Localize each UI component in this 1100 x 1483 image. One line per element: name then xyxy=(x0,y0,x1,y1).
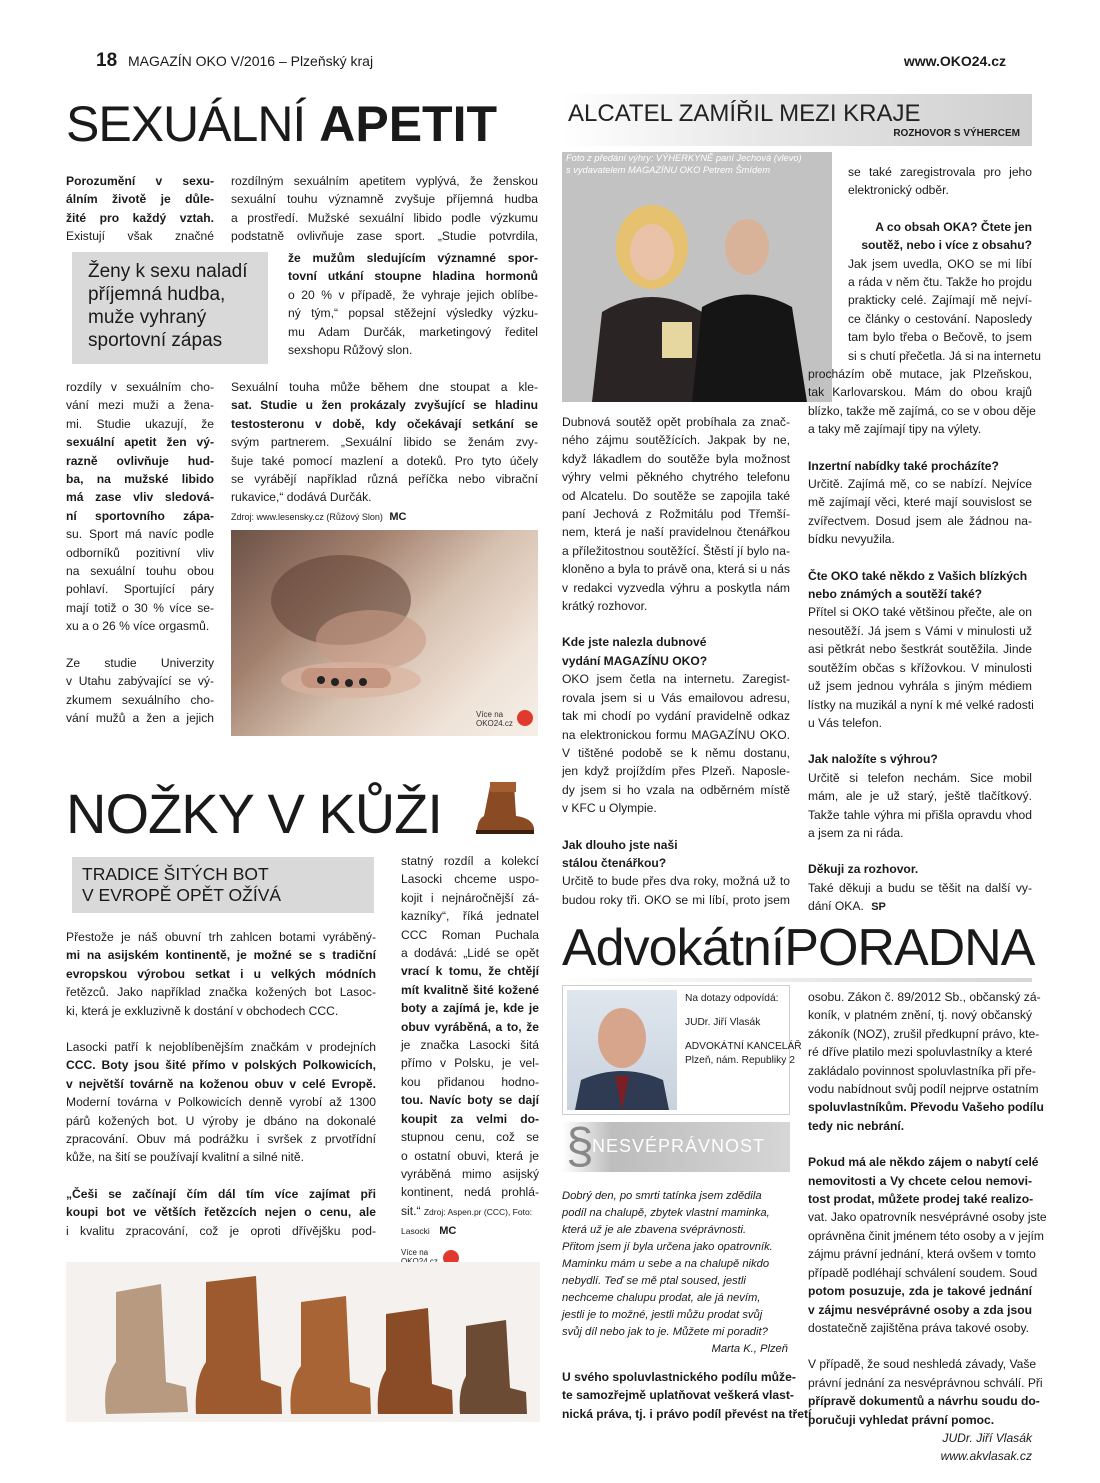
paragraph-sign-icon: § xyxy=(566,1118,594,1174)
boot-icon xyxy=(470,780,540,836)
lawyer-card xyxy=(562,985,802,1115)
couple-illustration xyxy=(231,530,538,736)
page-number: 18 xyxy=(96,50,118,71)
section-title: NESVÉPRÁVNOST xyxy=(592,1136,766,1156)
magazine-issue: MAGAZÍN OKO V/2016 – Plzeňský kraj xyxy=(128,53,374,69)
lead-paragraph: Porozumění v sexu- álním životě je důle- žité pro každý vztah. Existují však značné xyxy=(66,174,214,244)
interview-intro: Dubnová soutěž opět probíhala za znač- ného zájmu soutěžících. Jakpak by ne, když lákadlem do soutěže byla možnost výhry velmi pěkného chytrého telefonu od Alcatelu. Do soutěže se zapojila také paní Jechová z Rožmitálu pod Třemší- nem, která je naší pravidelnou čtenářkou a příležitostnou soutěžící. Štěstí jí bylo na- kloněno a byla to právě ona, která si u nás v redakci vyzvedla výhru a poskytla nám krátký rozhovor. Kde jste nalezla dubnové vydání MAGAZÍNU OKO? OKO jsem četla na internetu. Zaregist- rovala jsem si u Vás emailovou adresu, tak mi chodí po vydání pravidelně odkaz na elektronickou formu MAGAZÍNU OKO. V tištěné podobě se k němu dostanu, jen když projíždím přes Plzeň. Naposle- dy jsem si ho vzala na odběrném místě v KFC u Olympie. Jak dlouho jste naši stálou čtenářkou? Určitě to bude přes dva roky, možná už to budou roky tři. OKO se mi líbí, proto jsem xyxy=(562,415,790,907)
reader-letter: Dobrý den, po smrti tatínka jsem zdědila podíl na chalupě, zbytek vlastní maminka, která už je ale zbavena svéprávnosti. Přitom jsem jí byla určena jako opatrovník. Maminku mám u sebe a na chalupě nikdo nebydlí. Teď se mě ptal soused, jestli nechceme chalupu prodat, ale já nevím, jestli je to možné, jestli můžu prodat svůj svůj díl nebo jak to je. Můžete mi poradit? Marta K., Plzeň xyxy=(562,1188,788,1358)
couple-photo xyxy=(231,530,538,736)
interview-right-top: se také zaregistrovala pro jeho elektronický odběr. A co obsah OKA? Čtete jen soutěž, nebo i více z obsahu? Jak jsem uvedla, OKO se mi líbí a ráda v něm čtu. Takže ho projdu prakticky celé. Zajímají mě nejví- ce články o cestování. Naposledy tam bylo třeba o Bečově, to jsem si s chutí přečetla. Já si na internetu xyxy=(848,165,1041,363)
winner-illustration xyxy=(562,152,832,402)
article-column-1: rozdíly v sexuálním cho- vání mezi muži a žena- mi. Studie ukazují, že sexuální apetit žen vý- razně ovlivňuje hud- ba, na mužské libido má zase vliv sledová- ní sportovního zápa- su. Sport má navíc podle odborníků pozitivní vliv na sexuální touhu obou pohlaví. Sportující páry mají totiž o 30 % více se- xu a o 26 % více orgasmů. Ze studie Univerzity v Utahu zabývající se vý- zkumem sexuálního cho- vání mužů a žen a jejich xyxy=(66,380,214,725)
article-column-2b: že mužům sledujícím významné spor- tovní utkání stoupne hladina hormonů o 20 % v případě, že vyhraje jejich oblíbe- ný tým,“ popsal stěžejní výsledky výzku- mu Adam Durčák, marketingový ředitel sexshopu Růžový slon. xyxy=(288,251,538,358)
shoes-signature: MC xyxy=(439,1225,457,1238)
interview-subtitle: ROZHOVOR S VÝHERCEM xyxy=(893,128,1020,139)
lawyer-signature: JUDr. Jiří Vlasák xyxy=(942,1430,1032,1445)
author-signature: MC xyxy=(389,511,407,523)
oko24-logo-icon xyxy=(517,710,533,726)
answer-start: U svého spoluvlastnického podílu může- te samozřejmě uplatňovat veškerá vlast- nická práva, tj. i právo podíl převést na třetí xyxy=(562,1370,812,1421)
shoes-column-1: Přestože je náš obuvní trh zahlcen botami vyráběný- mi na asijském kontinentě, je možné se s tradiční evropskou výrobou setkat i u velkých módních řetězců. Jako například značka kožených bot Lasoc- ki, která je exkluzivně k dostání v obchodech CCC. Lasocki patří k nejoblíbenějším značkám v prodejních CCC. Boty jsou šité přímo v polských Polkowicích, v největší továrně na koženou obuv v celé Evropě. Moderní továrna v Polkowicích denně vyrobí až 1300 párů kožených bot. U výroby je dbáno na dokonalé zpracování. Obuv má podrážku i svršek z prvotřídní kůže, na šití se používají kvalitní a silné nitě. „Češi se začínají čím dál tím více zajímat při koupi bot ve větších řetězcích nejen o cenu, ale i kvalitu zpracování, což je oproti dřívějšku pod- xyxy=(66,930,376,1238)
card-intro: Na dotazy odpovídá: xyxy=(685,993,779,1004)
photo-caption: Foto z předání výhry: VÝHERKYNĚ paní Jechová (vlevo) s vydavatelem MAGAZÍNU OKO Petrem Šmídem xyxy=(566,153,802,175)
advisory-rule xyxy=(562,978,1032,982)
law-office: ADVOKÁTNÍ KANCELÁŘ xyxy=(685,1041,802,1052)
boots-photo xyxy=(66,1262,540,1422)
section-header xyxy=(562,1118,790,1174)
pullquote-box: Ženy k sexu naladí příjemná hudba, muže vyhraný sportovní zápas xyxy=(66,252,268,364)
article-column-2c: Sexuální touha může během dne stoupat a kle- sat. Studie u žen prokázaly zvyšující se hladinu testosteronu v době, kdy očekávají setkání se svým partnerem. „Sexuální libido se ženám zvy- šuje také pomocí mazlení a doteků. Pro tyto účely se vyrábějí například různá peříčka nebo vibrační rukavice,“ dodává Durčák. xyxy=(231,380,538,505)
shoes-subhead-box: TRADICE ŠITÝCH BOT V EVROPĚ OPĚT OŽÍVÁ xyxy=(66,855,374,913)
more-at-badge-2[interactable]: Více na xyxy=(401,1248,429,1257)
shoes-title: NOŽKY V KŮŽI xyxy=(66,782,442,845)
article-column-2: rozdílným sexuálním apetitem vyplývá, že ženskou sexuální touhu významně zvyšuje příjemná hudba a prostředí. Mužské sexuální libido podle výzkumu podstatně ovlivňuje zase sport. „Studie potvrdila, xyxy=(231,174,538,244)
page-header xyxy=(96,50,1006,72)
more-at-badge[interactable]: Více na OKO24.cz xyxy=(476,710,513,728)
lawyer-website[interactable]: www.akvlasak.cz xyxy=(940,1449,1032,1464)
answer-column-2: osobu. Zákon č. 89/2012 Sb., občanský zá- koník, v platném znění, tj. nový občanský zákoník (NOZ), zrušil předkupní právo, kte- ré dříve platilo mezi spoluvlastníky a které zakládalo povinnost spoluvlastníka při pře- vodu nabídnout svůj podíl nejprve ostatním spoluvlastníkům. Převodu Vašeho podílu tedy nic nebrání. Pokud má ale někdo zájem o nabytí celé nemovitosti a Vy chcete celou nemovi- tost prodat, můžete prodej také realizo- vat. Jako opatrovník nesvéprávné osoby jste oprávněna činit jménem této osoby a v jejím zájmu právní jednání, která ovšem v tomto případě podléhají schválení soudem. Soud potom posuzuje, zda je takové jednání v zájmu nesvéprávné osoby a zda jsou dostatečně zajištěna práva takové osoby. V případě, že soud neshledá závady, Vaše právní jednání za nesvéprávnou schválí. Při přípravě dokumentů a návrhu soudu do- poručuji vyhledat právní pomoc. JUDr. Jiří Vlasák www.akvlasak.cz xyxy=(808,988,1032,1466)
interview-header xyxy=(562,94,1032,146)
source-line: Zdroj: www.lesensky.cz (Růžový Slon) MC xyxy=(231,511,407,523)
article-title: SEXUÁLNÍ APETIT xyxy=(66,96,498,152)
shoes-column-2: statný rozdíl a kolekcí Lasocki chceme uspo- kojit i nejnáročnější zá- kazníky“, říká jednatel CCC Roman Puchala a dodává: „Lidé se opět vrací k tomu, že chtějí mít kvalitně šité kožené boty a zajímá je, kde je obuv vyráběná, a to, že je značka Lasocki šitá přímo v Polsku, je vel- kou přidanou hodno- tou. Navíc boty se dají koupit za velmi do- stupnou cenu, což se o ostatní obuvi, která je vyráběná mimo asijský kontinent, nedá prohlá- sit.“ Zdroj: Aspen.pr (CCC), Foto: Lasocki MC xyxy=(401,854,539,1238)
website-link[interactable]: www.OKO24.cz xyxy=(903,53,1006,69)
boots-illustration xyxy=(66,1262,540,1422)
letter-signature: Marta K., Plzeň xyxy=(711,1343,788,1355)
advisory-title: AdvokátníPORADNA xyxy=(562,919,1035,977)
lawyer-name: JUDr. Jiří Vlasák xyxy=(685,1017,761,1028)
interview-signature: SP xyxy=(871,901,886,914)
interview-title: ALCATEL ZAMÍŘIL MEZI KRAJE xyxy=(568,100,921,127)
office-address: Plzeň, nám. Republiky 2 xyxy=(685,1055,795,1066)
lawyer-photo xyxy=(567,990,677,1110)
interview-right: procházím obě mutace, jak Plzeňskou, tak Karlovarskou. Mám do obou krajů blízko, takže mě zajímá, co se v obou děje a taky mě zajímají tipy na výlety. Inzertní nabídky také procházíte? Určitě. Zajímá mě, co se nabízí. Nejvíce mě zajímají věci, které mají souvislost se zvířectvem. Dosud jsem ale žádnou na- bídku nevyužila. Čte OKO také někdo z Vašich blízkých nebo známých a soutěží také? Přítel si OKO také většinou přečte, ale on nesoutěží. Já jsem s Vámi v minulosti už asi pětkrát nebo šestkrát soutěžila. Jinde soutěžím občas s křížovkou. V minulosti už jsem jednou vyhrála s jiným médiem lístky na muzikál a nyní k mé velké radosti u Vás telefon. Jak naložíte s výhrou? Určitě si telefon nechám. Sice mobil mám, ale je už starý, ještě tlačítkový. Takže tahle výhra mi přišla opravdu vhod a jsem za ni ráda. Děkuji za rozhovor. Také děkuji a budu se těšit na další vy- dání OKA. SP xyxy=(808,367,1036,914)
winner-photo xyxy=(562,152,832,402)
